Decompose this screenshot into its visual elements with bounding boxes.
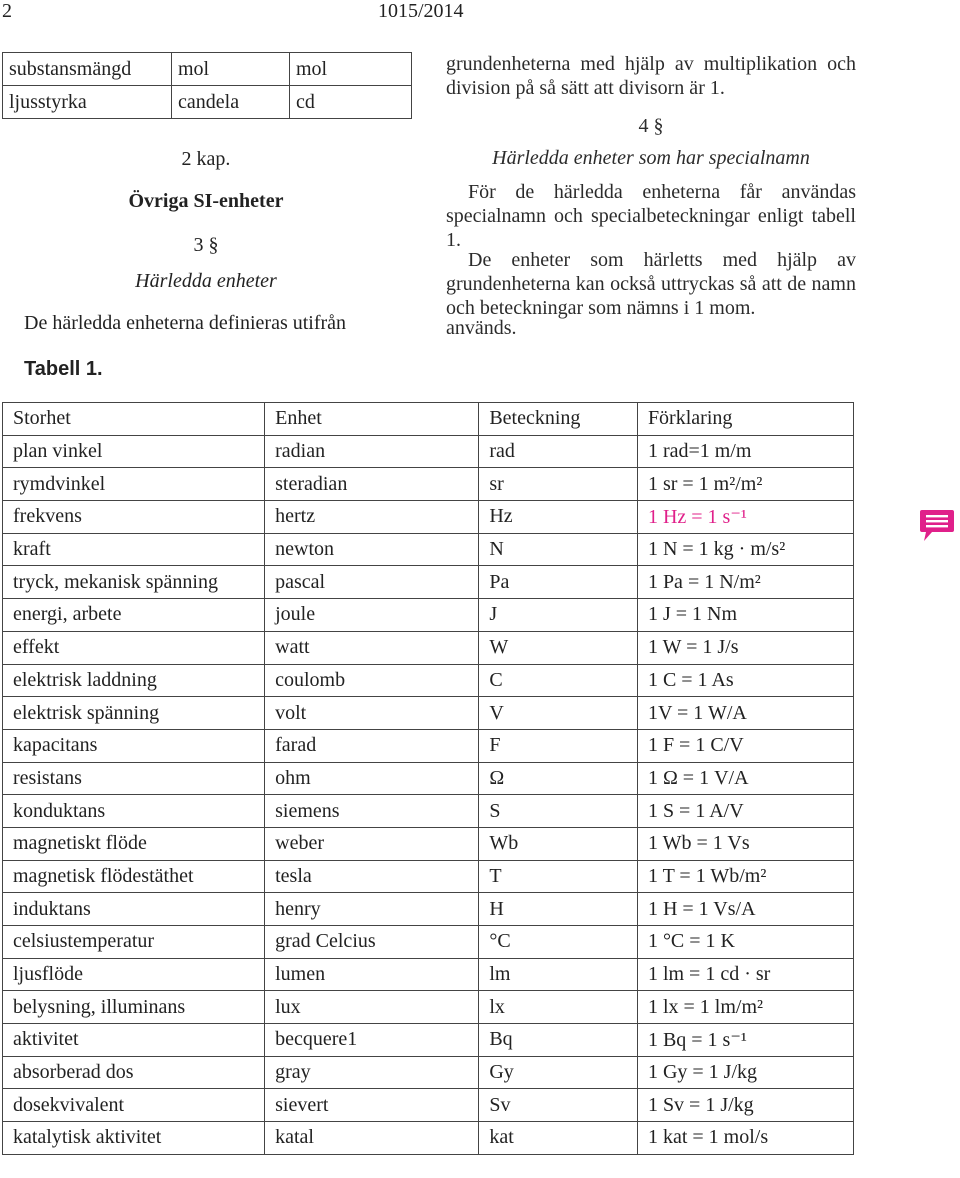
table-cell: henry (265, 893, 479, 926)
table-cell: kraft (3, 533, 265, 566)
table-cell: elektrisk laddning (3, 664, 265, 697)
table-row (3, 1024, 854, 1057)
table-cell: sievert (265, 1089, 479, 1122)
table-cell: joule (265, 599, 479, 632)
table-cell: 1 Ω = 1 V/A (637, 762, 853, 795)
table-cell: cd (290, 86, 412, 119)
table-cell: Pa (479, 566, 638, 599)
table-cell: 1 Gy = 1 J/kg (637, 1056, 853, 1089)
table-cell: tryck, mekanisk spänning (3, 566, 265, 599)
table-cell: steradian (265, 468, 479, 501)
table-cell: absorberad dos (3, 1056, 265, 1089)
column-header: Förklaring (637, 403, 853, 436)
table-cell: 1 S = 1 A/V (637, 795, 853, 828)
table-cell: ljusstyrka (3, 86, 172, 119)
table-caption: Tabell 1. (24, 358, 103, 380)
table-cell: 1 Sv = 1 J/kg (637, 1089, 853, 1122)
table-cell: Ω (479, 762, 638, 795)
table-cell: 1 Wb = 1 Vs (637, 827, 853, 860)
table-row (3, 827, 854, 860)
table-cell: J (479, 599, 638, 632)
table-row (3, 664, 854, 697)
table-cell: katalytisk aktivitet (3, 1122, 265, 1155)
table-row (3, 958, 854, 991)
table-cell: gray (265, 1056, 479, 1089)
table-cell: katal (265, 1122, 479, 1155)
table-cell: 1 lm = 1 cd · sr (637, 958, 853, 991)
column-header: Beteckning (479, 403, 638, 436)
paragraph-heading: Härledda enheter som har specialnamn (492, 147, 810, 169)
table-row (3, 991, 854, 1024)
table-cell: pascal (265, 566, 479, 599)
table-cell: C (479, 664, 638, 697)
table-cell: Hz (479, 501, 638, 534)
paragraph-text: De enheter som härletts med hjälp av grundenheterna kan också uttryckas så att de namn och beteckningar som nämns i 1 mom. (446, 249, 856, 319)
table-cell: kapacitans (3, 729, 265, 762)
table-cell: 1 °C = 1 K (637, 926, 853, 959)
table-cell: grad Celcius (265, 926, 479, 959)
table-cell: 1 Hz = 1 s⁻¹ (637, 501, 853, 534)
table-header-row (3, 403, 854, 436)
table-cell: 1V = 1 W/A (637, 697, 853, 730)
table-cell: plan vinkel (3, 435, 265, 468)
table-row (3, 599, 854, 632)
table-cell: 1 J = 1 Nm (637, 599, 853, 632)
table-cell: newton (265, 533, 479, 566)
table-cell: watt (265, 631, 479, 664)
table-cell: 1 lx = 1 lm/m² (637, 991, 853, 1024)
table-cell: siemens (265, 795, 479, 828)
table-cell: °C (479, 926, 638, 959)
table-cell: magnetisk flödestäthet (3, 860, 265, 893)
document-date: 1015/2014 (378, 0, 464, 22)
table-cell: elektrisk spänning (3, 697, 265, 730)
paragraph-number: 3 § (193, 234, 219, 256)
table-cell: Wb (479, 827, 638, 860)
paragraph-continuation: grundenheterna med hjälp av multiplikation och division på så sätt att divisorn är 1. (446, 53, 856, 99)
table-row (3, 1089, 854, 1122)
table-cell: 1 Bq = 1 s⁻¹ (637, 1024, 853, 1057)
table-row (3, 86, 412, 119)
table-cell: volt (265, 697, 479, 730)
table-cell: ljusflöde (3, 958, 265, 991)
table-cell: Bq (479, 1024, 638, 1057)
table-cell: W (479, 631, 638, 664)
table-cell: 1 F = 1 C/V (637, 729, 853, 762)
table-cell: mol (172, 53, 290, 86)
table-cell: lux (265, 991, 479, 1024)
table-cell: tesla (265, 860, 479, 893)
table-cell: ohm (265, 762, 479, 795)
table-cell: magnetiskt flöde (3, 827, 265, 860)
table-cell: kat (479, 1122, 638, 1155)
table-row (3, 435, 854, 468)
table-cell: hertz (265, 501, 479, 534)
table-cell: effekt (3, 631, 265, 664)
column-header: Enhet (265, 403, 479, 436)
table-cell: celsiustemperatur (3, 926, 265, 959)
table-cell: 1 Pa = 1 N/m² (637, 566, 853, 599)
table-cell: lm (479, 958, 638, 991)
paragraph-text: För de härledda enheterna får användas specialnamn och specialbeteckningar enligt tabell 1. (446, 181, 856, 251)
table-cell: 1 N = 1 kg · m/s² (637, 533, 853, 566)
table-cell: belysning, illuminans (3, 991, 265, 1024)
table-cell: mol (290, 53, 412, 86)
table-cell: 1 W = 1 J/s (637, 631, 853, 664)
table-row (3, 631, 854, 664)
table-row (3, 501, 854, 534)
table-row (3, 729, 854, 762)
table-cell: lx (479, 991, 638, 1024)
table-cell: induktans (3, 893, 265, 926)
page-number: 2 (2, 0, 12, 22)
table-cell: rad (479, 435, 638, 468)
table-cell: dosekvivalent (3, 1089, 265, 1122)
table-cell: coulomb (265, 664, 479, 697)
chapter-title: Övriga SI-enheter (128, 190, 284, 212)
table-cell: H (479, 893, 638, 926)
table-cell: 1 C = 1 As (637, 664, 853, 697)
table-cell: Sv (479, 1089, 638, 1122)
table-cell: energi, arbete (3, 599, 265, 632)
table-row (3, 893, 854, 926)
table-cell: 1 kat = 1 mol/s (637, 1122, 853, 1155)
table-cell: radian (265, 435, 479, 468)
table-cell: N (479, 533, 638, 566)
page-header (0, 0, 960, 26)
table-cell: 1 T = 1 Wb/m² (637, 860, 853, 893)
table-cell: 1 rad=1 m/m (637, 435, 853, 468)
table-cell: resistans (3, 762, 265, 795)
paragraph-heading: Härledda enheter (135, 270, 277, 292)
table-cell: konduktans (3, 795, 265, 828)
table-row (3, 468, 854, 501)
table-cell: farad (265, 729, 479, 762)
table-cell: Gy (479, 1056, 638, 1089)
table-cell: T (479, 860, 638, 893)
table-cell: weber (265, 827, 479, 860)
table-body (3, 403, 854, 1155)
table-row (3, 795, 854, 828)
table-cell: sr (479, 468, 638, 501)
paragraph-number: 4 § (638, 115, 664, 137)
table-cell: aktivitet (3, 1024, 265, 1057)
table-cell: substansmängd (3, 53, 172, 86)
table-cell: frekvens (3, 501, 265, 534)
table-cell: lumen (265, 958, 479, 991)
table-row (3, 533, 854, 566)
table-row (3, 1122, 854, 1155)
paragraph-text: De härledda enheterna definieras utifrån (24, 312, 347, 334)
table-row (3, 53, 412, 86)
paragraph-text: används. (446, 317, 517, 339)
table-row (3, 1056, 854, 1089)
comment-icon[interactable] (918, 508, 956, 544)
derived-units-table (2, 402, 854, 1155)
table-cell: 1 sr = 1 m²/m² (637, 468, 853, 501)
column-header: Storhet (3, 403, 265, 436)
table-cell: S (479, 795, 638, 828)
table-cell: V (479, 697, 638, 730)
table-cell: rymdvinkel (3, 468, 265, 501)
table-row (3, 697, 854, 730)
table-row (3, 860, 854, 893)
table-cell: 1 H = 1 Vs/A (637, 893, 853, 926)
table-row (3, 926, 854, 959)
table-cell: F (479, 729, 638, 762)
chapter-label: 2 kap. (181, 148, 231, 170)
table-cell: candela (172, 86, 290, 119)
base-units-table (2, 52, 412, 119)
table-row (3, 566, 854, 599)
table-row (3, 762, 854, 795)
table-cell: becquere1 (265, 1024, 479, 1057)
